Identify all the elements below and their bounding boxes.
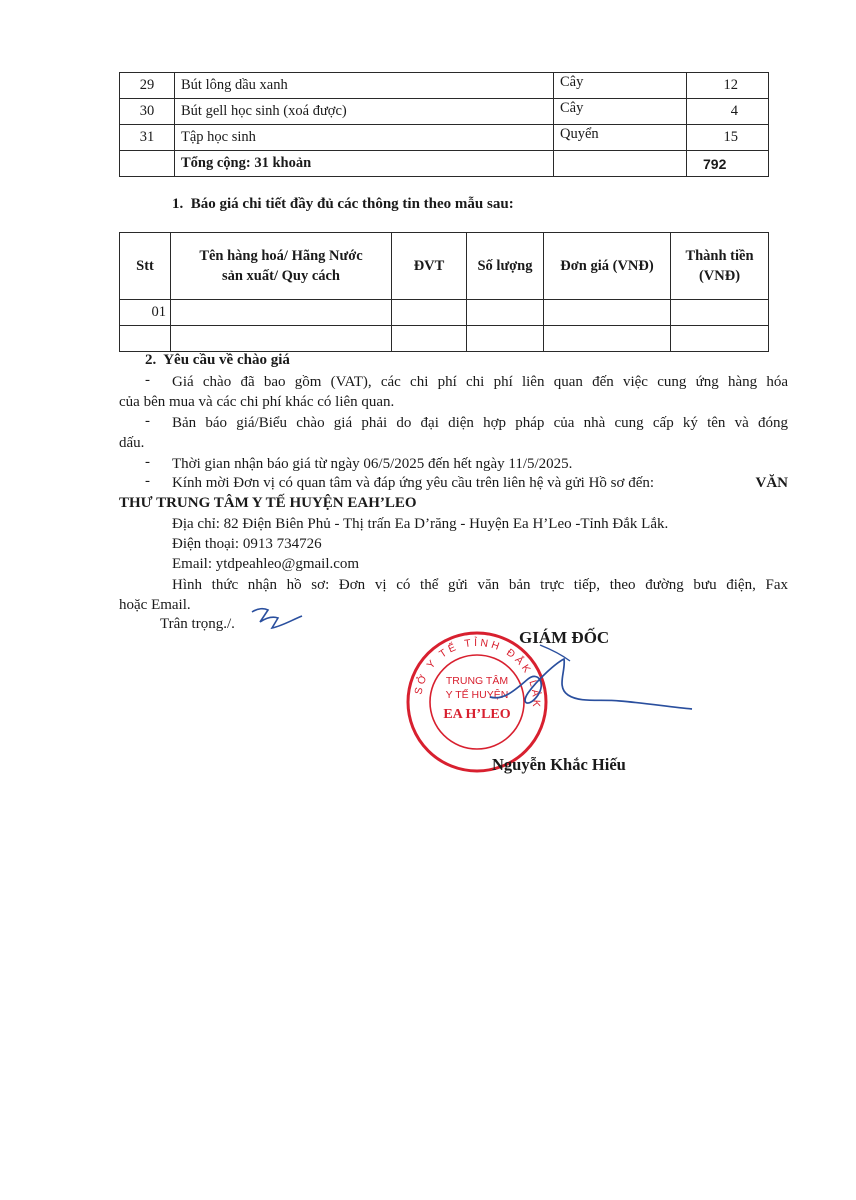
quote-empty-cell [467, 300, 544, 326]
stamp-outer-text: SỞ Y TẾ TỈNH ĐẮK LẮK [412, 636, 543, 711]
header-item-name-line1: Tên hàng hoá/ Hãng Nước [199, 248, 363, 264]
row-unit: Cây [554, 73, 687, 99]
bullet-4-line-1 [172, 473, 788, 493]
section-2-heading [145, 352, 290, 369]
quote-empty-cell [671, 300, 769, 326]
table-row [120, 99, 769, 125]
row-quantity: 15 [687, 125, 769, 151]
row-stt: 29 [120, 73, 175, 99]
row-unit: Cây [554, 99, 687, 125]
bullet-3: Thời gian nhận báo giá từ ngày 06/5/2025 đến hết ngày 11/5/2025. [172, 456, 573, 472]
stamp-line-2: Y TẾ HUYỆN [445, 689, 509, 701]
table-row [120, 125, 769, 151]
quote-header-row [120, 233, 769, 300]
row-quantity: 12 [687, 73, 769, 99]
header-item-name [171, 233, 392, 300]
quote-empty-cell [467, 326, 544, 352]
bullet-1-line-2: của bên mua và các chi phí khác có liên quan. [119, 394, 395, 410]
items-table [119, 72, 769, 177]
section-1-title: Báo giá chi tiết đầy đủ các thông tin theo mẫu sau: [190, 196, 514, 212]
quote-empty-cell [171, 300, 392, 326]
row-stt: 30 [120, 99, 175, 125]
header-total-line1: Thành tiền [685, 248, 754, 264]
bullet-4-recipient-start: VĂN [755, 475, 788, 491]
row-item-name: Bút lông dầu xanh [175, 73, 554, 99]
section-1-heading [172, 196, 514, 213]
quote-empty-cell [120, 326, 171, 352]
quote-empty-cell [171, 326, 392, 352]
submission-line-1: Hình thức nhận hồ sơ: Đơn vị có thể gửi văn bản trực tiếp, theo đường bưu điện, Fax [172, 577, 788, 593]
submission-line-2: hoặc Email. [119, 597, 191, 613]
row-stt: 31 [120, 125, 175, 151]
bullet-4-text: Kính mời Đơn vị có quan tâm và đáp ứng yêu cầu trên liên hệ và gửi Hồ sơ đến: [172, 475, 655, 491]
header-quantity: Số lượng [467, 233, 544, 300]
row-quantity: 4 [687, 99, 769, 125]
total-empty-cell [120, 151, 175, 177]
header-total-line2: (VNĐ) [698, 268, 741, 284]
header-item-name-line2: sản xuất/ Quy cách [221, 268, 341, 284]
quote-row-stt: 01 [120, 300, 171, 326]
quote-empty-cell [392, 326, 467, 352]
header-stt: Stt [120, 233, 171, 300]
section-1-number: 1. [172, 196, 184, 212]
bullet-2-line-1: Bản báo giá/Biểu chào giá phải do đại diện hợp pháp của nhà cung cấp ký tên và đóng [172, 415, 788, 431]
header-unit-price: Đơn giá (VNĐ) [544, 233, 671, 300]
total-empty-cell [554, 151, 687, 177]
table-row [120, 326, 769, 352]
initials-mark [248, 604, 304, 634]
section-2-number: 2. [145, 352, 157, 368]
header-total [671, 233, 769, 300]
section-2-title: Yêu cầu về chào giá [163, 352, 290, 368]
row-unit: Quyển [554, 125, 687, 151]
row-item-name: Tập học sinh [175, 125, 554, 151]
signer-name: Nguyễn Khắc Hiếu [492, 755, 626, 774]
header-unit: ĐVT [392, 233, 467, 300]
handwritten-signature [480, 635, 695, 730]
bullet-2-line-2: dấu. [119, 435, 145, 451]
bullet-dash: - [145, 473, 150, 489]
signature-title: GIÁM ĐỐC [519, 628, 610, 647]
bullet-dash: - [145, 454, 150, 470]
total-row [120, 151, 769, 177]
table-row [120, 300, 769, 326]
quote-template-table [119, 232, 769, 352]
quote-empty-cell [544, 326, 671, 352]
quote-empty-cell [671, 326, 769, 352]
bullet-4-recipient: THƯ TRUNG TÂM Y TẾ HUYỆN EAH’LEO [119, 495, 417, 511]
total-value: 792 [687, 151, 769, 177]
row-item-name: Bút gell học sinh (xoá được) [175, 99, 554, 125]
email-line: Email: ytdpeahleo@gmail.com [172, 556, 360, 572]
quote-empty-cell [544, 300, 671, 326]
bullet-dash: - [145, 372, 150, 388]
stamp-line-1: TRUNG TÂM [445, 675, 509, 687]
closing-line: Trân trọng./. [160, 616, 235, 632]
bullet-dash: - [145, 413, 150, 429]
stamp-line-3: EA H’LEO [443, 707, 511, 722]
address-line: Địa chỉ: 82 Điện Biên Phủ - Thị trấn Ea D’răng - Huyện Ea H’Leo -Tỉnh Đắk Lắk. [172, 516, 669, 532]
table-row [120, 73, 769, 99]
total-label: Tổng cộng: 31 khoản [175, 151, 554, 177]
bullet-1-line-1: Giá chào đã bao gồm (VAT), các chi phí chi phí liên quan đến việc cung ứng hàng hóa [172, 374, 788, 390]
quote-empty-cell [392, 300, 467, 326]
phone-line: Điện thoại: 0913 734726 [172, 536, 322, 552]
